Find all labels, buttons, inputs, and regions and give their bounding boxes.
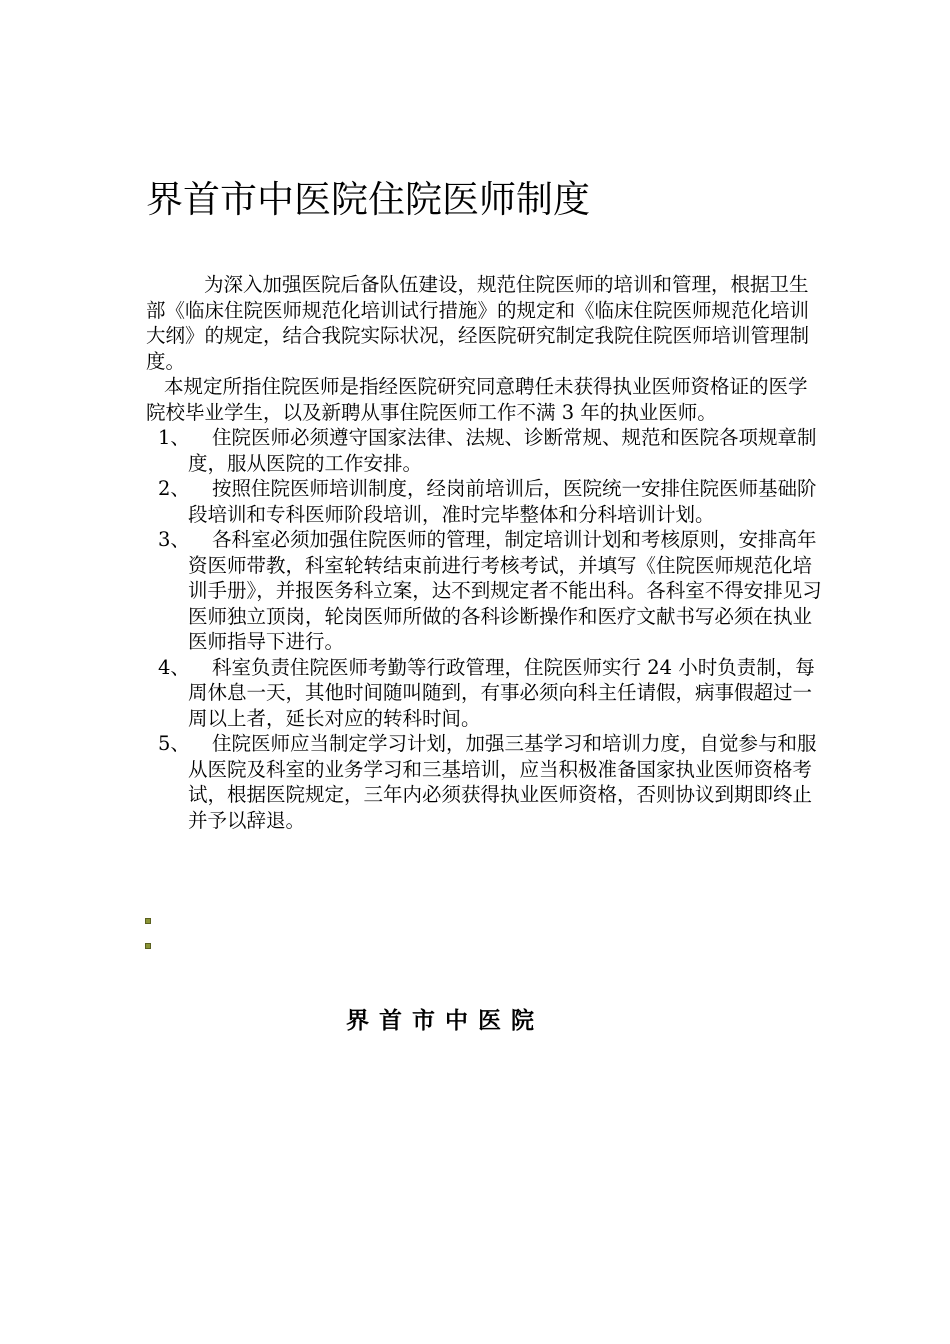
list-item-text: 各科室必须加强住院医师的管理，制定培训计划和考核原则，安排高年资医师带教，科室轮转结束前进行考核考试，并填写《住院医师规范化培训手册》，并报医务科立案，达不到规定者不能出科。各科室不得安排见习医师独立顶岗，轮岗医师所做的各科诊断操作和医疗文献书写必须在执业医师指导下进行。: [188, 528, 822, 653]
list-item: [146, 527, 826, 655]
list-item-number: 3、: [158, 528, 190, 551]
list-item-number: 5、: [158, 732, 190, 755]
list-item-text: 科室负责住院医师考勤等行政管理，住院医师实行 24 小时负责制，每周休息一天，其他时间随叫随到，有事必须向科主任请假，病事假超过一周以上者，延长对应的转科时间。: [188, 655, 815, 730]
intro-paragraph: 为深入加强医院后备队伍建设，规范住院医师的培训和管理，根据卫生部《临床住院医师规范化培训试行措施》的规定和《临床住院医师规范化培训大纲》的规定，结合我院实际状况，经医院研究制定我院住院医师培训管理制度。: [146, 273, 810, 373]
footer-organization: 界首市中医院: [346, 1008, 544, 1034]
bullet-marker-icon: [145, 918, 151, 924]
list-item-number: 1、: [158, 426, 190, 449]
list-item: [146, 731, 826, 833]
list-item-number: 4、: [158, 655, 190, 679]
list-item-text: 住院医师应当制定学习计划，加强三基学习和培训力度，自觉参与和服从医院及科室的业务学习和三基培训，应当积极准备国家执业医师资格考试，根据医院规定，三年内必须获得执业医师资格，否则协议到期即终止并予以辞退。: [188, 732, 817, 832]
document-body: [146, 272, 826, 833]
list-item: [146, 425, 826, 476]
list-item: [146, 476, 826, 527]
document-title: 界首市中医院住院医师制度: [146, 178, 590, 221]
list-item-text: 住院医师必须遵守国家法律、法规、诊断常规、规范和医院各项规章制度，服从医院的工作安排。: [188, 426, 817, 475]
list-item-text: 按照住院医师培训制度，经岗前培训后，医院统一安排住院医师基础阶段培训和专科医师阶段培训，准时完毕整体和分科培训计划。: [188, 477, 817, 526]
regulation-list: [146, 425, 826, 833]
scope-paragraph: 本规定所指住院医师是指经医院研究同意聘任未获得执业医师资格证的医学院校毕业学生，以及新聘从事住院医师工作不满 3 年的执业医师。: [146, 375, 808, 424]
list-item: [146, 655, 826, 732]
list-item-number: 2、: [158, 477, 190, 500]
bullet-marker-icon: [145, 943, 151, 949]
